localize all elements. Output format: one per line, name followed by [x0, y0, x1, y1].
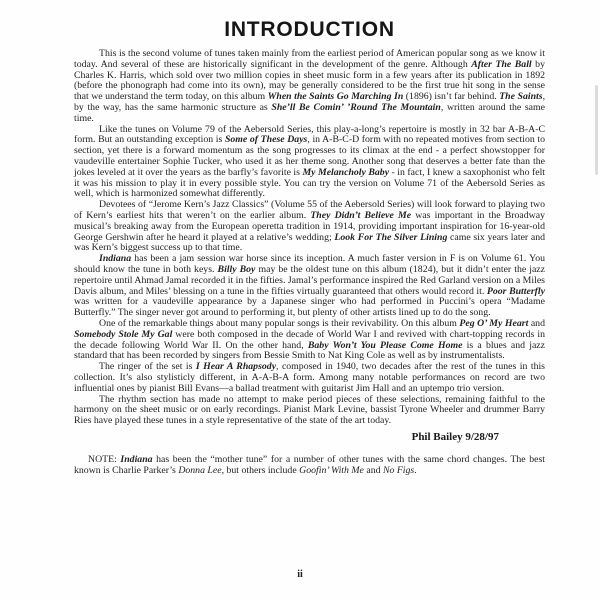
text-segment: The rhythm section has made no attempt to make period pieces of these selections, remaining faithful to the harmony on the sheet music or on early recordings. Pianist Mark Levine, bassist Tyrone Wheeler and drummer Barry Ries have played these tunes in a style representative of the state of the art today.	[74, 393, 545, 427]
text-segment: When the Saints Go Marching In	[267, 91, 404, 103]
text-segment: , composed in 1940, two decades after the rest of the tunes in this collection. It’s also stylisticly different, in A-A-B-A form. Among many notable performances on record are two influential ones by pianist Bill Evans—a ballad treatment with guitarist Jim Hall and an uptempo trio version.	[74, 361, 545, 394]
text-segment: Indiana	[99, 253, 132, 265]
text-segment: Peg O’ My Heart	[459, 317, 529, 329]
scan-edge-artifact	[595, 85, 598, 175]
paragraph	[74, 395, 545, 427]
text-segment: is a blues and jazz standard that has been recorded by singers from Bessie Smith to Nat King Cole as well as by instrumentalists.	[74, 339, 545, 362]
text-segment: were both composed in the decade of World War I and revived with chart-topping records in the decade following World War II. On the other hand,	[74, 328, 545, 351]
body-text	[74, 49, 545, 427]
text-segment: has been a jam session war horse since its inception. A much faster version in F is on Volume 61. You should know the tune in both keys.	[74, 253, 545, 275]
text-segment: (1896) isn’t far behind.	[403, 91, 500, 103]
paragraph	[74, 455, 545, 477]
text-segment: came six years later and was Kern’s biggest success up to that time.	[74, 231, 546, 254]
text-segment: Goofin’ With Me	[299, 464, 364, 476]
text-segment: , written around the same time.	[74, 101, 545, 124]
text-segment: She’ll Be Comin’ ’Round The Mountain	[271, 101, 441, 113]
text-segment: Donna Lee	[178, 464, 222, 476]
text-segment: Somebody Stole My Gal	[74, 328, 173, 340]
paragraph	[74, 362, 545, 394]
text-segment: After The Ball	[471, 58, 532, 70]
text-segment: They Didn’t Believe Me	[310, 209, 412, 221]
text-segment: by Charles K. Harris, which sold over two million copies in sheet music form in a few years after its publication in 1892 (before the phonograph had come into its own), may be generally considered to be the first true hit song in the sense that we understand the term today, on this album	[74, 58, 545, 103]
paragraph	[74, 200, 545, 254]
text-segment: This is the second volume of tunes taken mainly from the earliest period of American popular song as we know it today. And several of these are historically significant in the development of the genre. Although	[74, 48, 545, 70]
page-number: ii	[297, 569, 303, 580]
page-title: INTRODUCTION	[224, 18, 395, 41]
text-segment: The ringer of the set is	[99, 361, 196, 373]
text-segment: Like the tunes on Volume 79 of the Aebersold Series, this play-a-long’s repertoire is mostly in 32 bar A-B-A-C form. But an outstanding exception is	[74, 123, 545, 146]
text-segment: Some of These Days	[224, 134, 308, 146]
paragraph	[74, 125, 545, 201]
paragraph	[74, 254, 545, 319]
text-segment: Indiana	[120, 453, 153, 465]
text-segment: Look For The Silver Lining	[334, 231, 448, 243]
text-segment: No Figs	[382, 464, 415, 476]
paragraph	[74, 319, 545, 362]
text-segment: I Hear A Rhapsody	[195, 361, 277, 373]
text-segment: One of the remarkable things about many popular songs is their revivability. On this album	[99, 317, 460, 329]
text-segment: and	[363, 464, 383, 476]
text-segment: - in fact, I knew a saxophonist who felt it was his mission to play it in every possible style. You can try the version on Volume 71 of the Aebersold Series as well, which is harmonized somewhat differently.	[74, 166, 546, 200]
text-segment: Poor Butterfly	[486, 285, 545, 297]
text-segment: Billy Boy	[217, 263, 256, 275]
author-signature: Phil Bailey 9/28/97	[411, 430, 499, 443]
text-segment: was written for a vaudeville appearance by a Japanese singer who had performed in Puccini’s opera “Madame Butterfly.” The singer never got around to performing it, but plenty of other artists lined up to do the song.	[74, 296, 545, 319]
text-segment: The Saints	[499, 91, 543, 103]
note-paragraph	[74, 455, 545, 477]
text-segment: , by the way, has the same harmonic structure as	[74, 91, 546, 113]
paragraph	[74, 49, 545, 125]
text-segment: NOTE:	[88, 453, 121, 465]
text-segment: and	[528, 317, 545, 329]
text-segment: , but others include	[221, 464, 300, 476]
text-segment: Baby Won’t You Please Come Home	[307, 339, 463, 351]
text-segment: was important in the Broadway musical’s breaking away from the European operetta tradition in 1914, providing important inspiration for 16-year-old George Gershwin after he heard it played at a relative’s wedding;	[74, 209, 545, 243]
text-segment: .	[414, 464, 417, 476]
text-segment: has been the “mother tune” for a number of other tunes with the same chord changes. The best known is Charlie Parker’s	[74, 453, 546, 476]
text-segment: My Melancholy Baby	[302, 166, 390, 178]
text-segment: , in A-B-C-D form with no repeated motives from section to section, yet there is a forward momentum as the song progresses to its climax at the end - a perfect showstopper for vaudeville entertainer Sophie Tucker, who used it as her theme song. Another song that deserves a better fate than the jokes leveled at it over the years as the barfly’s favorite is	[74, 134, 545, 178]
text-segment: may be the oldest tune on this album (1824), but it didn’t enter the jazz repertoire until Ahmad Jamal recorded it in the fifties. Jamal’s performance inspired the Red Garland version on a Miles Davis album, and Miles’ blessing on a tune in the fifties virtually guaranteed that others would record it.	[74, 263, 546, 297]
text-segment: Devotees of “Jerome Kern’s Jazz Classics” (Volume 55 of the Aebersold Series) will look forward to playing two of Kern’s earliest hits that weren’t on the earlier album.	[74, 199, 545, 221]
